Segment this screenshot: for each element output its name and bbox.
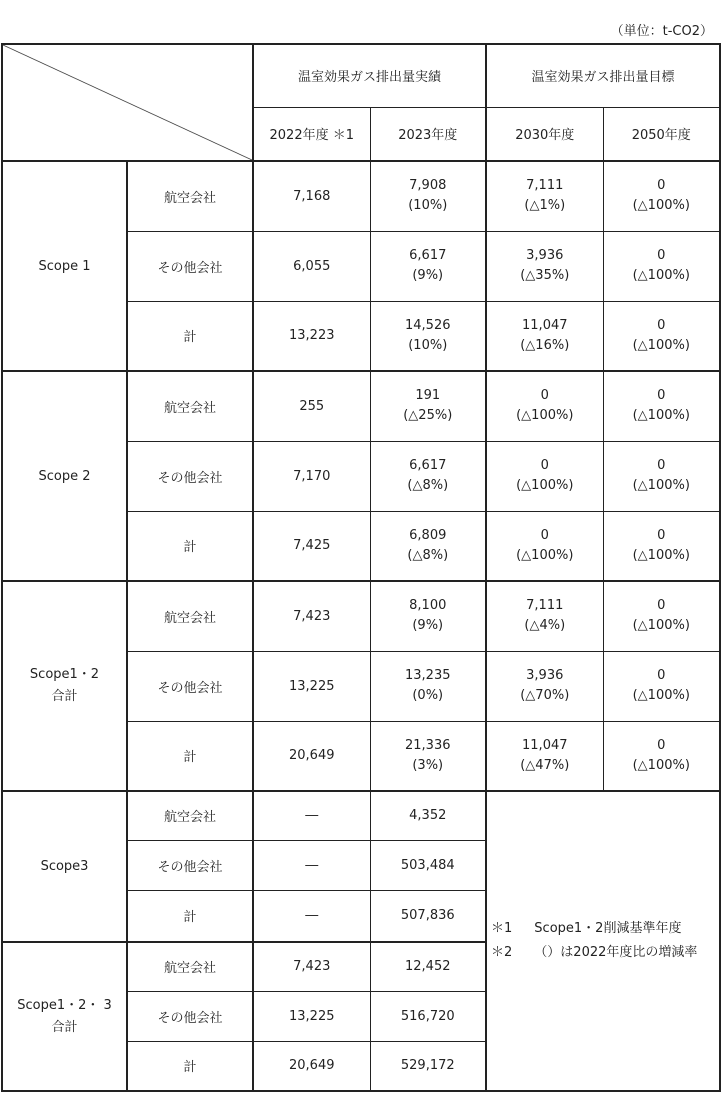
value-2023: 21,336: [405, 737, 451, 753]
row-name: 計: [127, 301, 253, 371]
value-2022: 255: [253, 371, 370, 441]
row-name: 航空会社: [127, 371, 253, 441]
col-2022-header: 2022年度 ＊1: [253, 107, 370, 161]
value-2023: 507,836: [370, 890, 486, 942]
pct-2050: (△100%): [632, 688, 690, 703]
col-2023-header: 2023年度: [370, 107, 486, 161]
scope12-label-line1: Scope1・2: [29, 667, 100, 682]
value-2023: 12,452: [370, 942, 486, 991]
value-2022: ―: [253, 840, 370, 890]
pct-2030: (△47%): [520, 757, 570, 773]
value-2030: 7,111: [526, 598, 564, 614]
value-2023: 6,617: [409, 248, 447, 263]
value-2030: 0: [540, 388, 549, 404]
pct-2050: (△100%): [632, 478, 690, 493]
row-name: 航空会社: [127, 581, 253, 651]
scope1-label: Scope 1: [2, 161, 127, 371]
pct-2030: (△100%): [516, 478, 574, 493]
value-2023: 6,809: [409, 527, 447, 543]
value-2050: 0: [657, 668, 666, 683]
value-2050: 0: [657, 737, 666, 753]
note-1-mark: ＊1: [491, 921, 513, 936]
scope3-label: Scope3: [2, 791, 127, 942]
target-group-header: 温室効果ガス排出量目標: [486, 44, 720, 107]
value-2023: 14,526: [405, 317, 451, 333]
pct-2023: (0%): [412, 688, 444, 703]
pct-2050: (△100%): [632, 757, 690, 773]
pct-2030: (△16%): [520, 337, 570, 353]
value-2022: 7,423: [253, 942, 370, 991]
value-2022: 7,168: [253, 161, 370, 231]
pct-2030: (△35%): [520, 268, 570, 283]
row-name: その他会社: [127, 231, 253, 301]
table-row: [2, 791, 720, 840]
pct-2050: (△100%): [632, 618, 690, 634]
value-2030: 3,936: [526, 248, 564, 263]
row-name: 航空会社: [127, 791, 253, 840]
pct-2023: (△25%): [403, 408, 453, 424]
value-2022: 13,225: [253, 651, 370, 721]
value-2023: 13,235: [405, 668, 451, 683]
note-2-mark: ＊2: [491, 945, 513, 960]
value-2022: 7,425: [253, 511, 370, 581]
col-2030-header: 2030年度: [486, 107, 603, 161]
value-2030: 0: [540, 527, 549, 543]
value-2022: ―: [253, 890, 370, 942]
corner-diagonal-cell: [2, 44, 253, 161]
pct-2023: (3%): [412, 757, 444, 773]
table-row: [2, 371, 720, 441]
row-name: その他会社: [127, 991, 253, 1041]
pct-2023: (9%): [412, 618, 444, 634]
row-name: 計: [127, 1041, 253, 1091]
emissions-table: [1, 43, 721, 1092]
pct-2050: (△100%): [632, 268, 690, 283]
value-2022: 20,649: [253, 721, 370, 791]
pct-2023: (△8%): [407, 547, 449, 563]
value-2023: 516,720: [370, 991, 486, 1041]
value-2022: 7,170: [253, 441, 370, 511]
table-row: [2, 581, 720, 651]
scope123-label-line1: Scope1・2・ 3: [17, 997, 112, 1013]
pct-2023: (10%): [408, 337, 448, 353]
row-name: その他会社: [127, 840, 253, 890]
value-2050: 0: [657, 388, 666, 404]
note-2-text: （）は2022年度比の増減率: [534, 945, 698, 960]
unit-label: （単位：t-CO2）: [610, 24, 713, 39]
value-2023: 8,100: [409, 598, 447, 614]
pct-2050: (△100%): [632, 547, 690, 563]
pct-2030: (△70%): [520, 688, 570, 703]
value-2023: 6,617: [409, 458, 447, 473]
value-2022: ―: [253, 791, 370, 840]
value-2030: 11,047: [522, 737, 568, 753]
value-2022: 6,055: [253, 231, 370, 301]
notes-cell: [486, 791, 720, 1091]
note-2: [491, 941, 715, 965]
value-2030: 11,047: [522, 317, 568, 333]
row-name: 計: [127, 721, 253, 791]
scope12-label: [2, 581, 127, 791]
scope12-label-line2: 合計: [51, 689, 78, 704]
row-name: その他会社: [127, 441, 253, 511]
value-2023: 7,908: [409, 178, 447, 194]
value-2023: 529,172: [370, 1041, 486, 1091]
row-name: 航空会社: [127, 161, 253, 231]
pct-2030: (△100%): [516, 408, 574, 424]
note-1-text: Scope1・2削減基準年度: [534, 921, 682, 936]
value-2050: 0: [657, 527, 666, 543]
note-1: [491, 917, 715, 941]
actual-group-header: 温室効果ガス排出量実績: [253, 44, 486, 107]
pct-2050: (△100%): [632, 198, 690, 214]
col-2050-header: 2050年度: [603, 107, 720, 161]
pct-2030: (△1%): [524, 198, 566, 214]
value-2022: 13,223: [253, 301, 370, 371]
value-2022: 7,423: [253, 581, 370, 651]
value-2050: 0: [657, 178, 666, 194]
scope123-label: [2, 942, 127, 1091]
table-row: [2, 161, 720, 231]
pct-2023: (9%): [412, 268, 444, 283]
pct-2050: (△100%): [632, 408, 690, 424]
pct-2030: (△4%): [524, 618, 566, 634]
pct-2030: (△100%): [516, 547, 574, 563]
pct-2023: (△8%): [407, 478, 449, 493]
scope2-label: Scope 2: [2, 371, 127, 581]
value-2023: 503,484: [370, 840, 486, 890]
value-2050: 0: [657, 458, 666, 473]
row-name: 計: [127, 511, 253, 581]
value-2030: 7,111: [526, 178, 564, 194]
scope123-label-line2: 合計: [51, 1019, 78, 1035]
row-name: その他会社: [127, 651, 253, 721]
row-name: 航空会社: [127, 942, 253, 991]
value-2022: 20,649: [253, 1041, 370, 1091]
value-2050: 0: [657, 248, 666, 263]
pct-2023: (10%): [408, 198, 448, 214]
value-2022: 13,225: [253, 991, 370, 1041]
value-2050: 0: [657, 598, 666, 614]
row-name: 計: [127, 890, 253, 942]
value-2030: 3,936: [526, 668, 564, 683]
value-2023: 191: [415, 388, 441, 404]
value-2050: 0: [657, 317, 666, 333]
value-2023: 4,352: [370, 791, 486, 840]
value-2030: 0: [540, 458, 549, 473]
pct-2050: (△100%): [632, 337, 690, 353]
